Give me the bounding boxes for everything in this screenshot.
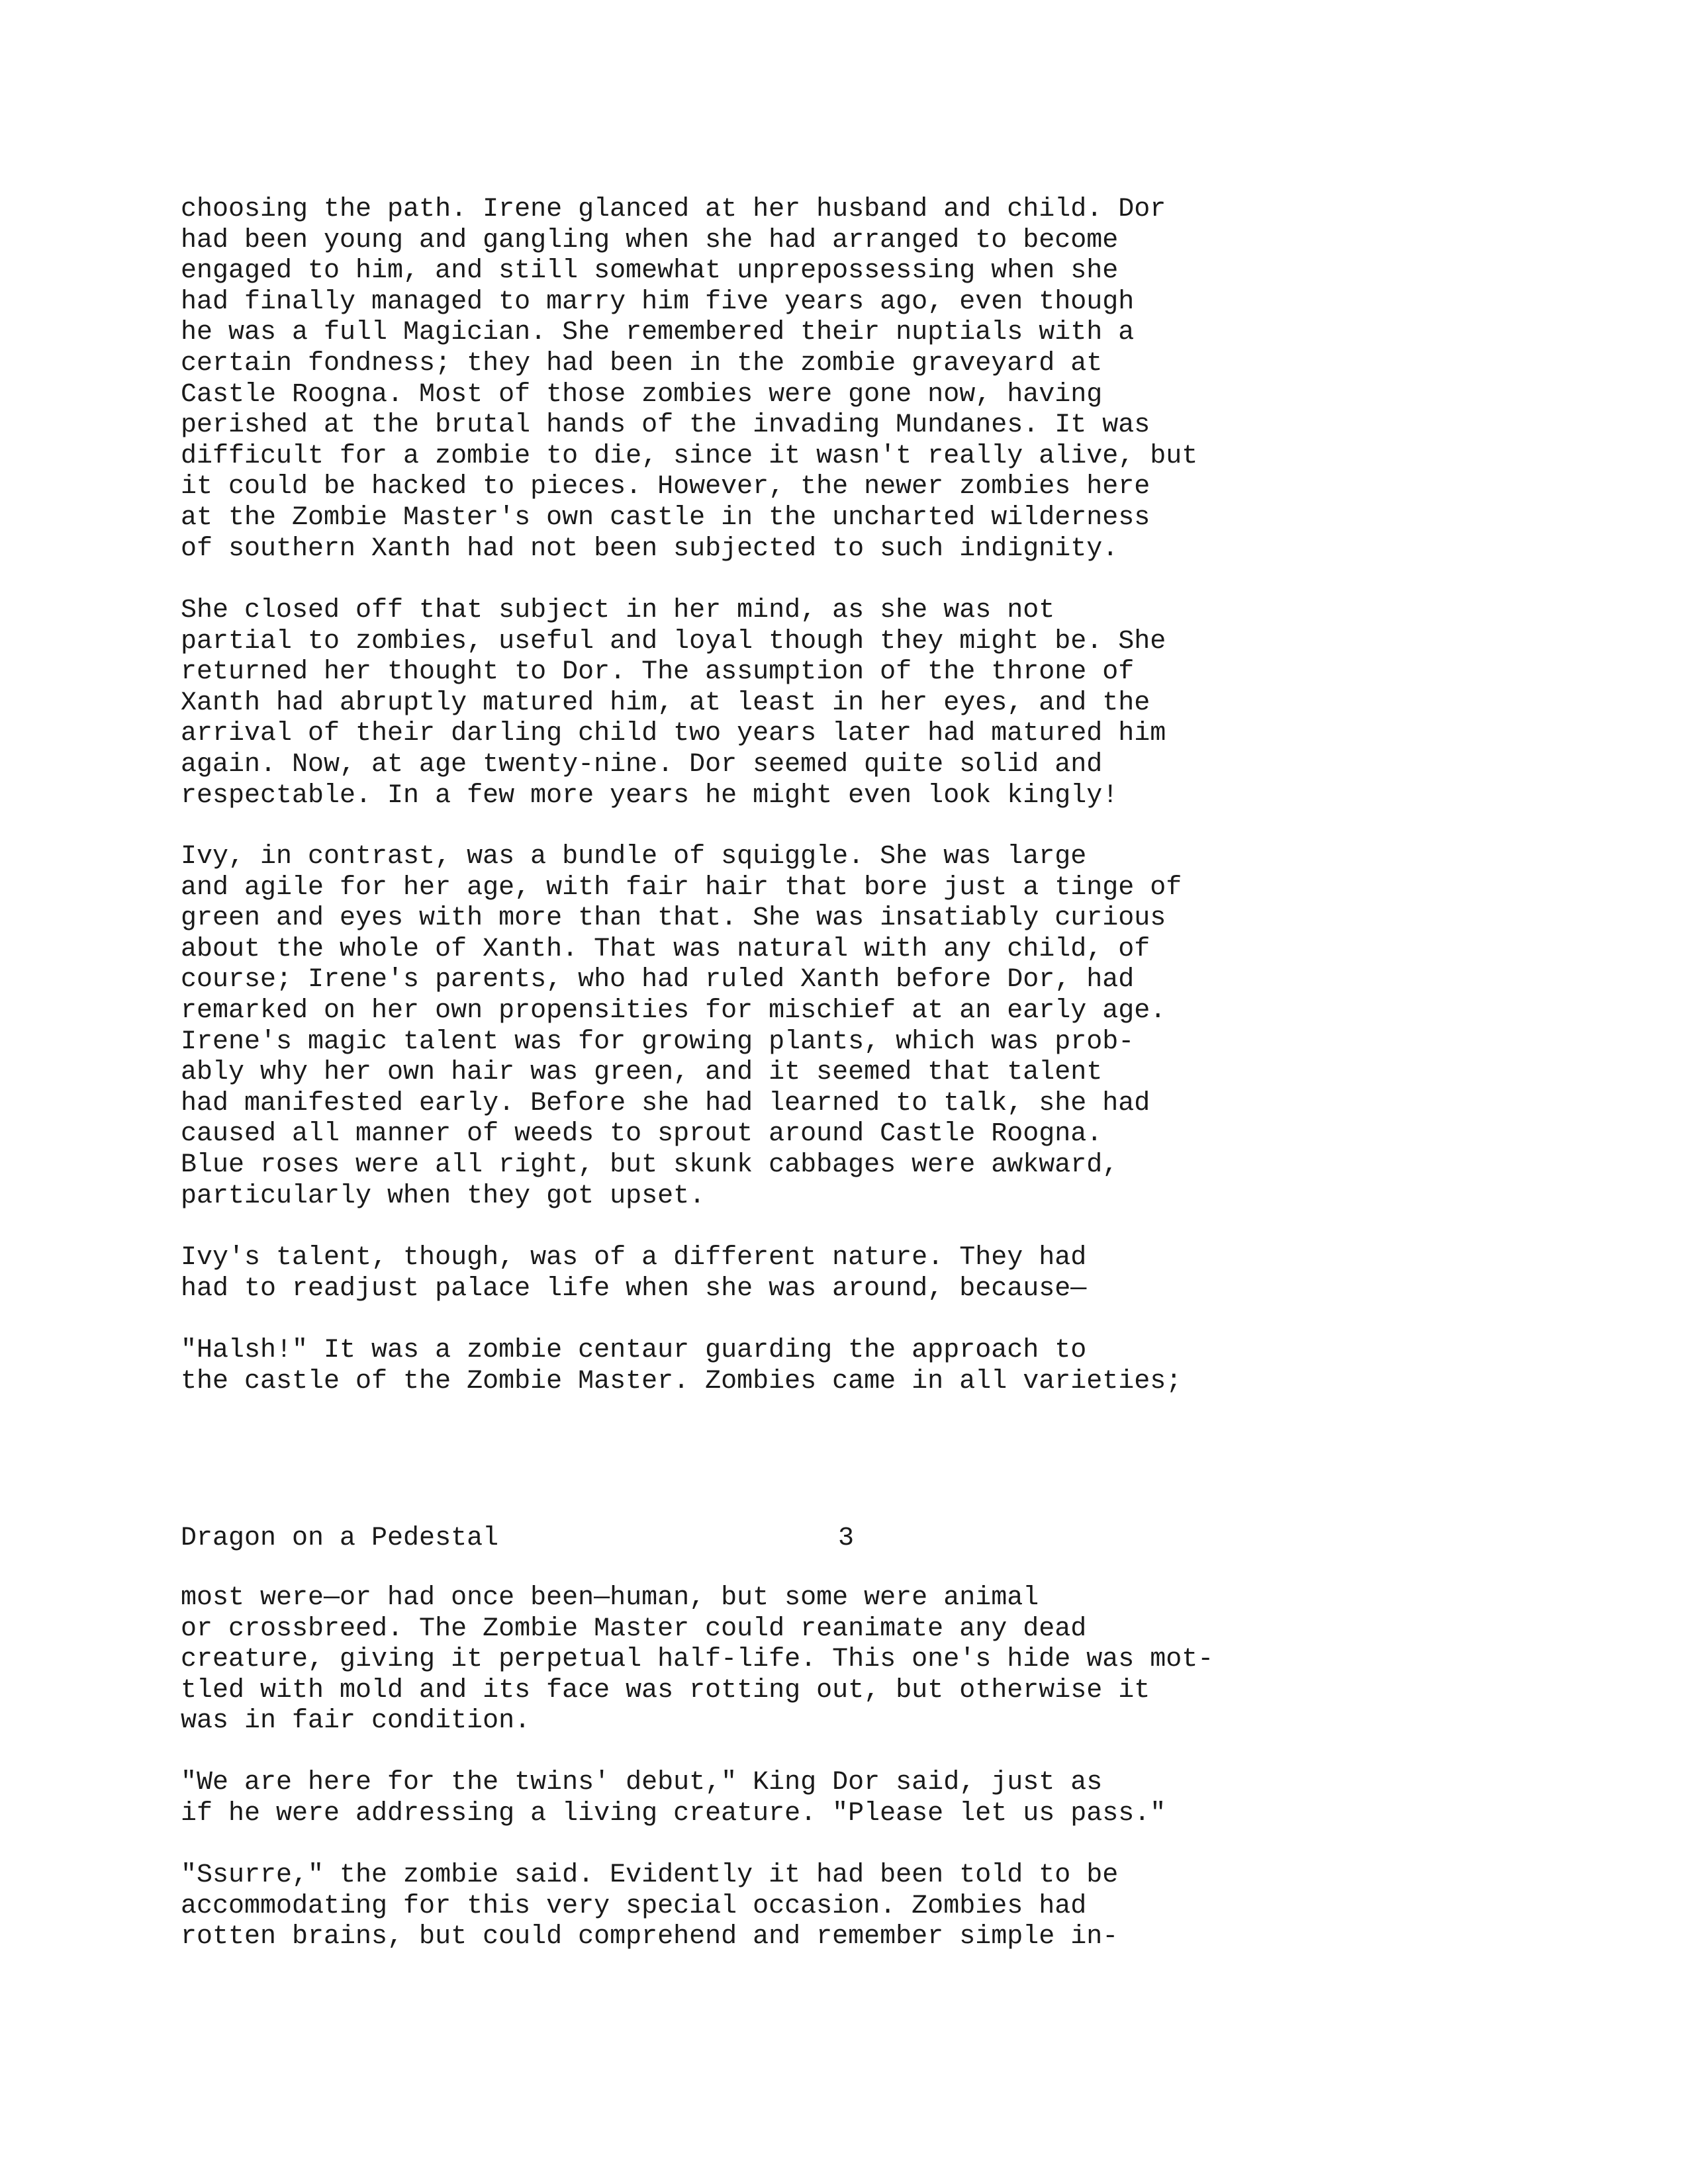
running-header	[181, 1524, 909, 1557]
paragraph-3	[181, 842, 1182, 1212]
text-line: perished at the brutal hands of the invading Mundanes. It was	[181, 410, 1150, 441]
text-line: or crossbreed. The Zombie Master could reanimate any dead	[181, 1614, 1087, 1644]
text-line: was in fair condition.	[181, 1706, 531, 1737]
text-line: "Halsh!" It was a zombie centaur guarding the approach to	[181, 1336, 1087, 1365]
text-line: and agile for her age, with fair hair that bore just a tinge of	[181, 872, 1182, 903]
text-line: Ivy's talent, though, was of a different nature. They had	[181, 1243, 1087, 1273]
text-line: the castle of the Zombie Master. Zombies came in all varieties;	[181, 1366, 1182, 1396]
paragraph-2	[181, 596, 1166, 811]
text-line: again. Now, at age twenty-nine. Dor seemed quite solid and	[181, 749, 1103, 780]
text-line: creature, giving it perpetual half-life. This one's hide was mot-	[181, 1645, 1214, 1675]
text-line: returned her thought to Dor. The assumption of the throne of	[181, 657, 1135, 688]
text-line: Irene's magic talent was for growing plants, which was prob-	[181, 1026, 1135, 1057]
text-line: it could be hacked to pieces. However, the newer zombies here	[181, 472, 1150, 502]
book-title: Dragon on a Pedestal	[181, 1524, 499, 1553]
text-line: most were—or had once been—human, but some were animal	[181, 1583, 1039, 1613]
text-line: accommodating for this very special occasion. Zombies had	[181, 1891, 1087, 1921]
page-number: 3	[838, 1524, 855, 1553]
text-line: choosing the path. Irene glanced at her husband and child. Dor	[181, 195, 1166, 224]
text-line: particularly when they got upset.	[181, 1181, 706, 1211]
text-line: course; Irene's parents, who had ruled Xanth before Dor, had	[181, 965, 1135, 995]
text-line: respectable. In a few more years he might even look kingly!	[181, 780, 1119, 811]
text-line: Xanth had abruptly matured him, at least in her eyes, and the	[181, 688, 1150, 718]
text-line: green and eyes with more than that. She was insatiably curious	[181, 903, 1166, 934]
text-line: Castle Roogna. Most of those zombies were gone now, having	[181, 379, 1103, 410]
paragraph-4	[181, 1243, 1086, 1304]
paragraph-7	[181, 1768, 1166, 1829]
paragraph-5	[181, 1336, 1182, 1397]
text-line: caused all manner of weeds to sprout around Castle Roogna.	[181, 1119, 1103, 1150]
text-line: at the Zombie Master's own castle in the uncharted wilderness	[181, 502, 1150, 533]
text-line: Ivy, in contrast, was a bundle of squiggle. She was large	[181, 842, 1087, 872]
paragraph-8	[181, 1860, 1118, 1953]
text-line: he was a full Magician. She remembered their nuptials with a	[181, 318, 1135, 348]
paragraph-1	[181, 195, 1197, 565]
text-line: had manifested early. Before she had learned to talk, she had	[181, 1088, 1150, 1118]
text-line: had been young and gangling when she had arranged to become	[181, 225, 1119, 255]
text-line: arrival of their darling child two years later had matured him	[181, 719, 1166, 749]
text-line: of southern Xanth had not been subjected to such indignity.	[181, 533, 1119, 564]
text-line: had to readjust palace life when she was around, because—	[181, 1273, 1087, 1304]
paragraph-6	[181, 1583, 1213, 1737]
text-line: difficult for a zombie to die, since it wasn't really alive, but	[181, 441, 1198, 471]
text-line: "We are here for the twins' debut," King Dor said, just as	[181, 1768, 1103, 1797]
text-line: partial to zombies, useful and loyal though they might be. She	[181, 626, 1166, 657]
text-line: certain fondness; they had been in the zombie graveyard at	[181, 348, 1103, 379]
text-line: had finally managed to marry him five years ago, even though	[181, 287, 1135, 317]
text-line: Blue roses were all right, but skunk cabbages were awkward,	[181, 1150, 1119, 1180]
text-line: rotten brains, but could comprehend and remember simple in-	[181, 1922, 1119, 1952]
text-line: "Ssurre," the zombie said. Evidently it had been told to be	[181, 1860, 1119, 1890]
text-line: if he were addressing a living creature. "Please let us pass."	[181, 1798, 1166, 1829]
text-line: about the whole of Xanth. That was natural with any child, of	[181, 934, 1150, 964]
text-line: remarked on her own propensities for mischief at an early age.	[181, 995, 1166, 1026]
text-line: tled with mold and its face was rotting out, but otherwise it	[181, 1675, 1150, 1706]
text-line: ably why her own hair was green, and it seemed that talent	[181, 1058, 1103, 1088]
text-line: engaged to him, and still somewhat unprepossessing when she	[181, 256, 1119, 287]
text-line: She closed off that subject in her mind, as she was not	[181, 596, 1055, 625]
